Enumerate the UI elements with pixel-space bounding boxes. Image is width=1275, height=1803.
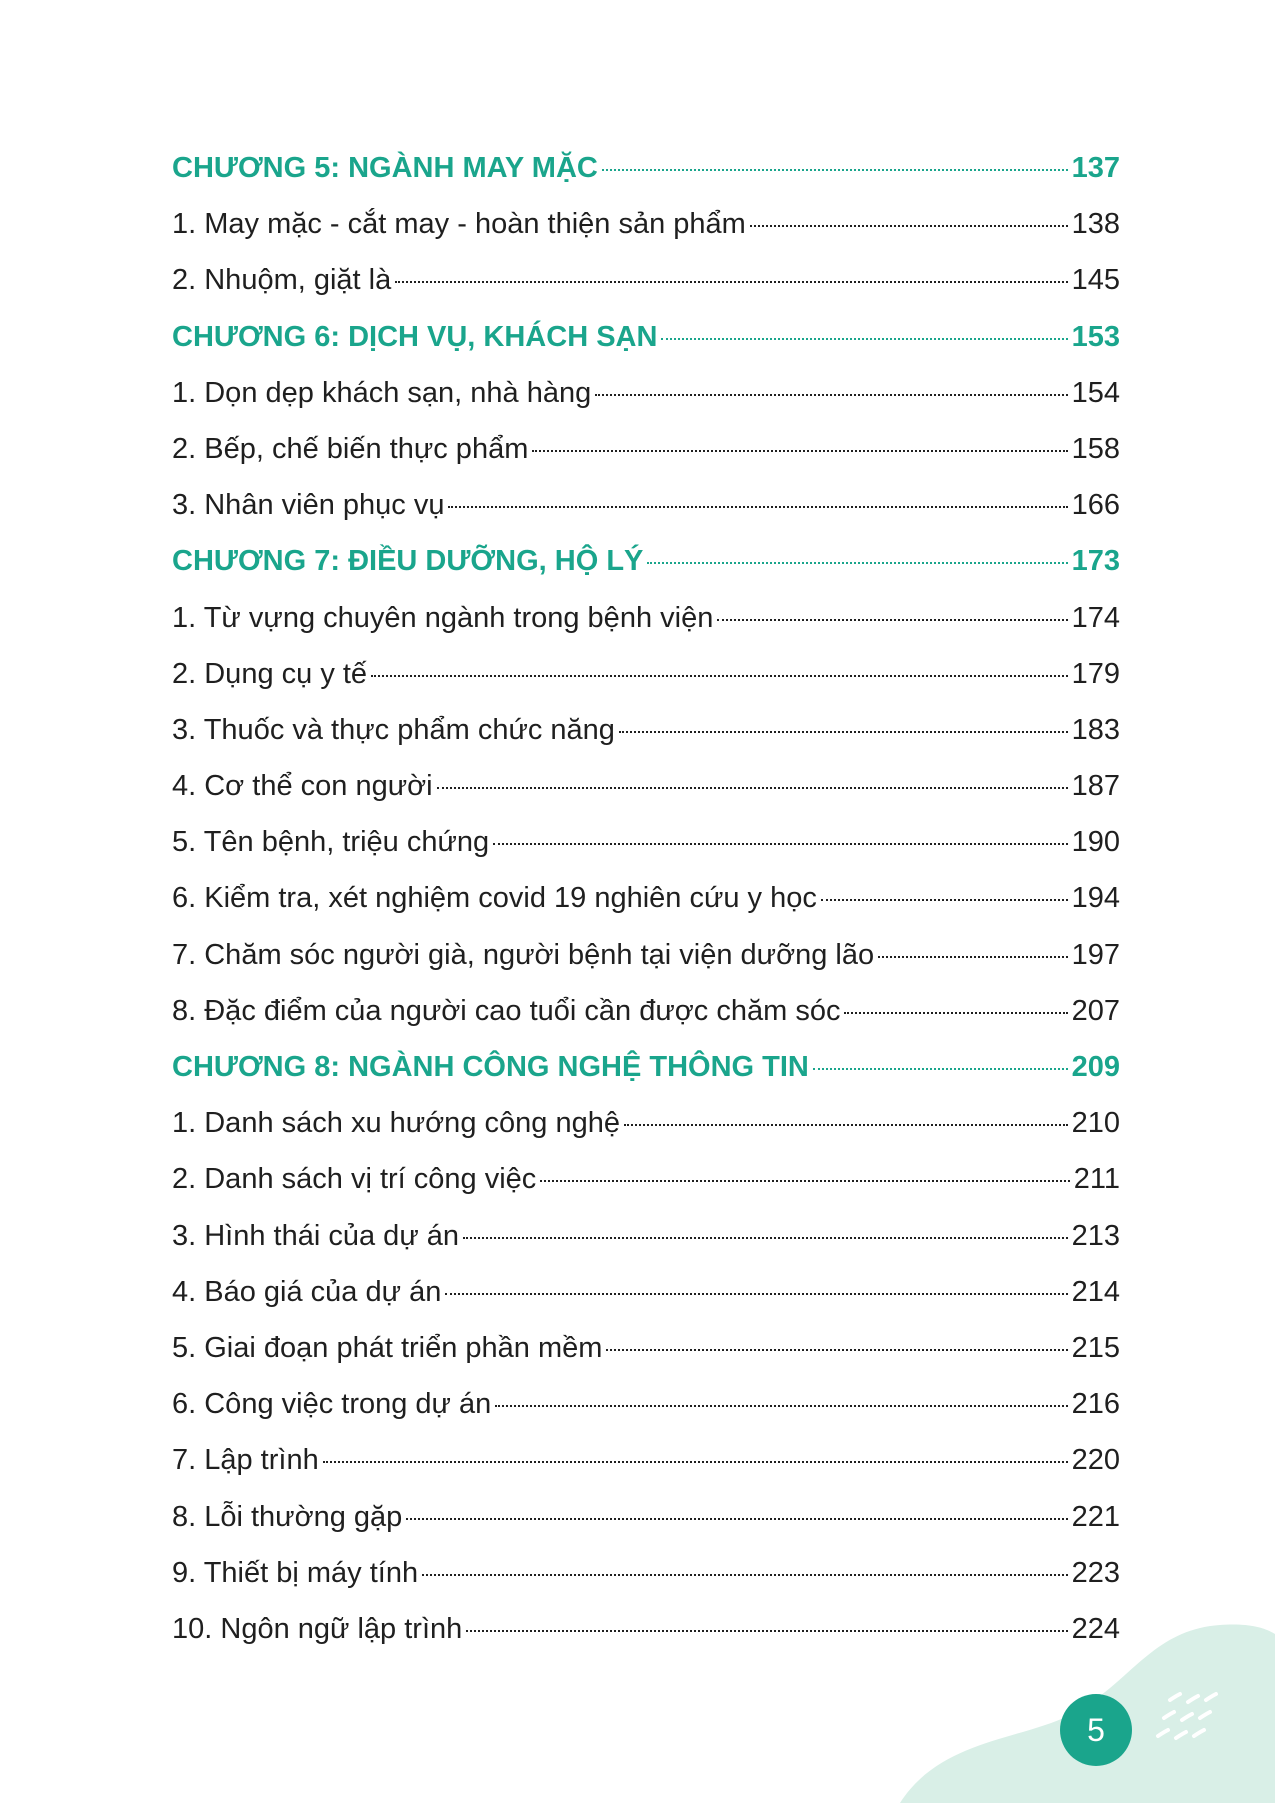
toc-page-number: 173 [1071, 545, 1120, 578]
toc-page-number: 209 [1071, 1051, 1120, 1083]
toc-page-number: 179 [1071, 657, 1120, 690]
toc-chapter-heading [172, 309, 1120, 365]
dot-leader [750, 225, 1068, 227]
dot-leader [619, 731, 1068, 733]
dot-leader [532, 450, 1067, 452]
dot-leader [595, 394, 1067, 396]
dot-leader [844, 1012, 1067, 1014]
dot-leader [371, 675, 1068, 677]
dot-leader [493, 843, 1067, 845]
dot-leader [437, 787, 1068, 789]
toc-chapter-heading [172, 140, 1120, 196]
toc-entry [172, 365, 1120, 421]
toc-title: 5. Tên bệnh, triệu chứng [172, 826, 490, 859]
toc-title: 2. Danh sách vị trí công việc [172, 1163, 537, 1196]
toc-entry [172, 646, 1120, 702]
toc-entry [172, 1208, 1120, 1264]
toc-page-number: 223 [1071, 1556, 1120, 1589]
toc-title: 2. Dụng cụ y tế [172, 657, 368, 690]
dot-leader [540, 1180, 1069, 1182]
toc-title: 3. Hình thái của dự án [172, 1219, 460, 1252]
toc-page-number: 174 [1071, 601, 1120, 634]
dot-leader [813, 1068, 1068, 1070]
toc-chapter-heading [172, 1039, 1120, 1095]
toc-page-number: 166 [1071, 489, 1120, 522]
toc-page-number: 190 [1071, 826, 1120, 859]
toc-entry [172, 1151, 1120, 1207]
toc-title: 3. Thuốc và thực phẩm chức năng [172, 713, 615, 746]
toc-entry [172, 870, 1120, 926]
page-number-badge [1060, 1694, 1132, 1766]
toc-entry [172, 702, 1120, 758]
toc-entry [172, 814, 1120, 870]
dot-leader [463, 1237, 1068, 1239]
dot-leader [602, 169, 1068, 171]
toc-title: 3. Nhân viên phục vụ [172, 489, 445, 522]
toc-title: CHƯƠNG 8: NGÀNH CÔNG NGHỆ THÔNG TIN [172, 1051, 809, 1083]
dot-leader [647, 562, 1067, 564]
dot-leader [323, 1461, 1068, 1463]
toc-entry [172, 252, 1120, 308]
rice-grains-icon [1150, 1680, 1230, 1760]
toc-page-number: 145 [1071, 264, 1120, 297]
toc-page-number: 153 [1071, 320, 1120, 353]
toc-entry [172, 196, 1120, 252]
dot-leader [821, 899, 1068, 901]
toc-entry [172, 1432, 1120, 1488]
toc-title: 8. Đặc điểm của người cao tuổi cần được chăm sóc [172, 994, 841, 1027]
toc-title: 1. May mặc - cắt may - hoàn thiện sản phẩm [172, 208, 746, 241]
toc-page-number: 197 [1071, 938, 1120, 971]
toc-page-number: 220 [1071, 1444, 1120, 1477]
dot-leader [495, 1405, 1067, 1407]
toc-title: 1. Từ vựng chuyên ngành trong bệnh viện [172, 601, 714, 634]
toc-entry [172, 1545, 1120, 1601]
toc-entry [172, 758, 1120, 814]
dot-leader [406, 1518, 1067, 1520]
toc-page-number: 138 [1071, 208, 1120, 241]
toc-title: 5. Giai đoạn phát triển phần mềm [172, 1331, 603, 1364]
toc-page-number: 221 [1071, 1500, 1120, 1533]
toc-page-number: 187 [1071, 770, 1120, 803]
toc-entry [172, 421, 1120, 477]
dot-leader [661, 338, 1067, 340]
toc-chapter-heading [172, 533, 1120, 589]
toc-page-number: 207 [1071, 994, 1120, 1027]
dot-leader [448, 506, 1067, 508]
toc-title: 2. Bếp, chế biến thực phẩm [172, 432, 529, 465]
dot-leader [717, 619, 1067, 621]
toc-page-number: 158 [1071, 432, 1120, 465]
toc-title: 1. Dọn dẹp khách sạn, nhà hàng [172, 376, 592, 409]
toc-title: 6. Công việc trong dự án [172, 1388, 492, 1421]
page-number: 5 [1087, 1712, 1105, 1748]
dot-leader [606, 1349, 1067, 1351]
toc-page-number: 224 [1071, 1612, 1120, 1645]
toc-entry [172, 983, 1120, 1039]
toc-title: 8. Lỗi thường gặp [172, 1500, 403, 1533]
dot-leader [445, 1293, 1067, 1295]
toc-page-number: 216 [1071, 1388, 1120, 1421]
dot-leader [395, 281, 1067, 283]
toc-title: CHƯƠNG 6: DỊCH VỤ, KHÁCH SẠN [172, 320, 658, 353]
toc-title: 6. Kiểm tra, xét nghiệm covid 19 nghiên cứu y học [172, 882, 817, 915]
toc-entry [172, 1264, 1120, 1320]
toc-entry [172, 1376, 1120, 1432]
toc-title: 9. Thiết bị máy tính [172, 1556, 419, 1589]
toc-entry [172, 590, 1120, 646]
toc-entry [172, 1320, 1120, 1376]
toc-title: 2. Nhuộm, giặt là [172, 264, 392, 297]
toc-title: 4. Cơ thể con người [172, 770, 433, 803]
toc-page-number: 194 [1071, 882, 1120, 915]
toc-page-number: 210 [1071, 1107, 1120, 1140]
toc-page-number: 154 [1071, 376, 1120, 409]
toc-title: CHƯƠNG 5: NGÀNH MAY MẶC [172, 152, 598, 184]
toc-entry [172, 1095, 1120, 1151]
toc-title: 7. Chăm sóc người già, người bệnh tại viện dưỡng lão [172, 938, 875, 971]
dot-leader [624, 1124, 1068, 1126]
table-of-contents [172, 140, 1120, 1657]
toc-title: CHƯƠNG 7: ĐIỀU DƯỠNG, HỘ LÝ [172, 545, 644, 578]
toc-page-number: 211 [1073, 1163, 1120, 1196]
toc-entry [172, 477, 1120, 533]
dot-leader [422, 1574, 1068, 1576]
toc-page-number: 215 [1071, 1331, 1120, 1364]
toc-title: 7. Lập trình [172, 1444, 319, 1477]
toc-entry [172, 927, 1120, 983]
toc-title: 1. Danh sách xu hướng công nghệ [172, 1107, 620, 1140]
toc-page-number: 137 [1071, 152, 1120, 184]
dot-leader [878, 956, 1067, 958]
toc-entry [172, 1489, 1120, 1545]
toc-title: 4. Báo giá của dự án [172, 1275, 442, 1308]
toc-page-number: 183 [1071, 713, 1120, 746]
toc-page-number: 214 [1071, 1275, 1120, 1308]
toc-page-number: 213 [1071, 1219, 1120, 1252]
toc-title: 10. Ngôn ngữ lập trình [172, 1612, 463, 1645]
